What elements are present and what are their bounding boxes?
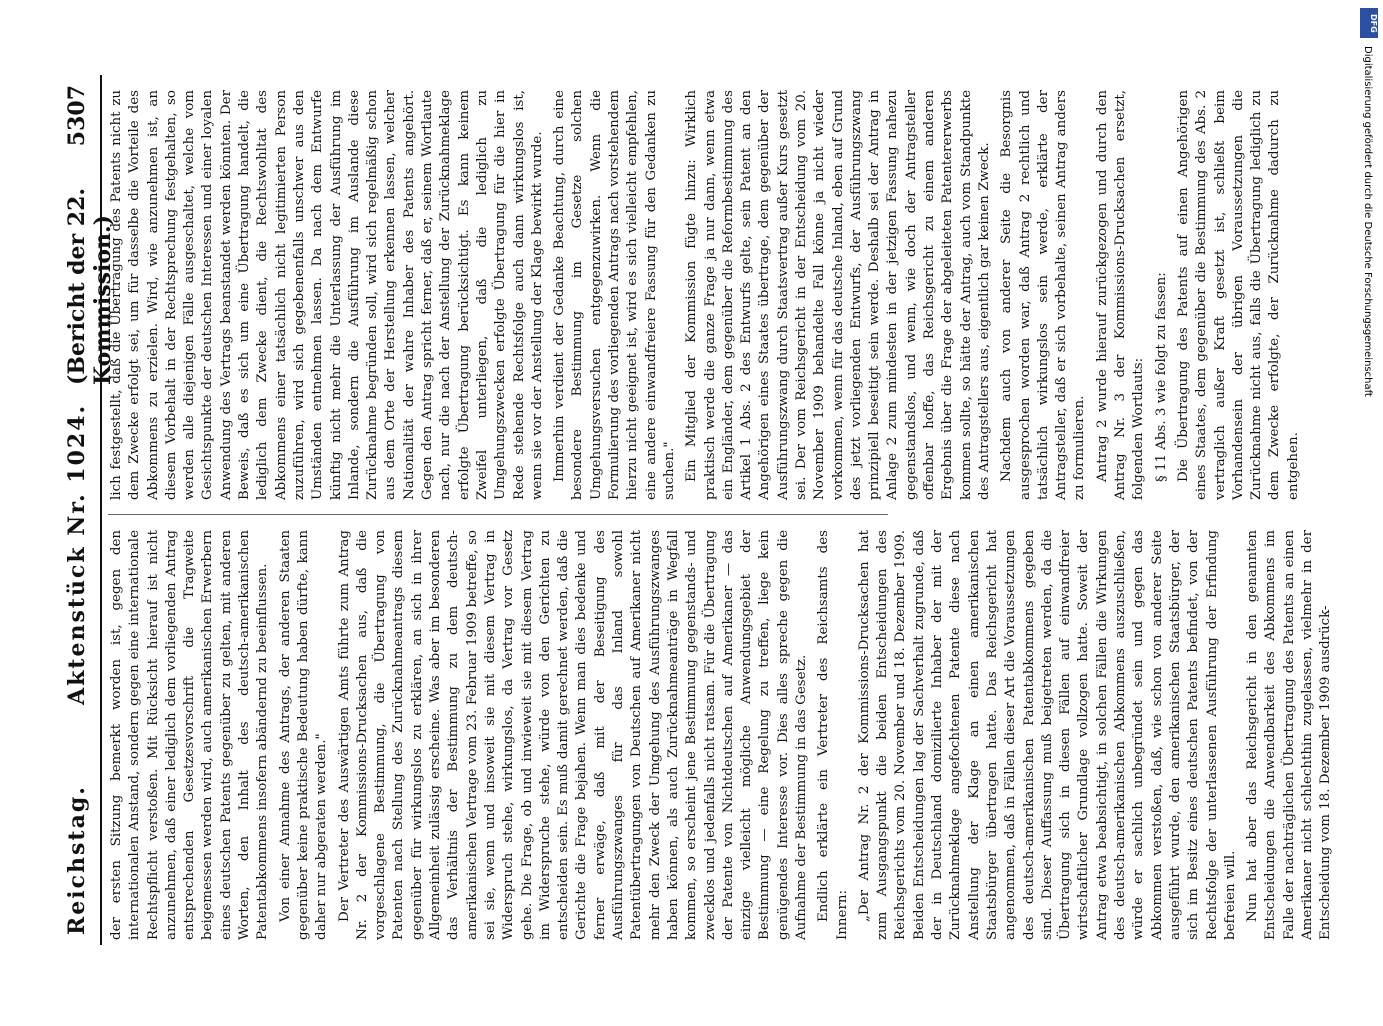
header-middle: Aktenstück Nr. 1024.: [64, 403, 90, 705]
column-divider: [108, 514, 888, 515]
paragraph: Ein Mitglied der Kommission fügte hinzu: Wirklich praktisch werde die ganze Frage ja nur dann, wenn etwa ein Engländer, dem gegenüber die Reformbestimmung des Artikel 1 Abs. 2 des Entwurfs gelte, sein Patent an den Angehörigen eines Staates übertrage, dem gegenüber der Ausführungszwang durch Staatsvertrag außer Kurs gesetzt sei. Der vom Reichsgericht in der Entscheidung vom 20. November 1909 behandelte Fall könne ja nicht wieder vorkommen, wenn für das deutsche Inland, eben auf Grund des jetzt vorliegenden Entwurfs, der Ausführungszwang prinzipiell beseitigt sein werde. Deshalb sei der Antrag in Anlage 2 zum mindesten in der jetzigen Fassung nahezu gegenstandslos, und wenn, wie doch der Antragsteller offenbar hoffe, das Reichsgericht zu einem anderen Ergebnis über die Frage der abgeleiteten Patentererwerbs kommen sollte, so hätte der Antrag, auch vom Standpunkte des Antragstellers aus, eigentlich gar keinen Zweck.: [684, 90, 992, 500]
paragraph: Die Übertragung des Patents auf einen Angehörigen eines Staates, dem gegenüber die Bestimmung des Abs. 2 vertraglich außer Kraft gesetzt ist, schließt beim Vorhandensein der übrigen Voraussetzungen die Zurücknahme nicht aus, falls die Übertragung lediglich zu dem Zwecke erfolgte, der Zurücknahme dadurch zu entgehen.: [1175, 90, 1301, 500]
paragraph: Endlich erklärte ein Vertreter des Reichsamts des Innern:: [816, 530, 850, 940]
dfg-logo: DFG: [1360, 8, 1378, 38]
left-column: [108, 530, 1340, 940]
stamp-text: Digitalisierung gefördert durch die Deutsche Forschungsgemeinschaft: [1362, 46, 1373, 397]
page-header: [56, 75, 116, 945]
header-right: (Bericht der 22. Kommission.): [64, 187, 116, 385]
right-column: [108, 90, 1307, 500]
paragraph: Immerhin verdient der Gedanke Beachtung, durch eine besondere Bestimmung im Gesetze solchen Umgehungsversuchen entgegenzuwirken. Wenn die Formulierung des vorliegenden Antrags nach vorstehendem hierzu nicht geeignet ist, wird es sich vielleicht empfehlen, eine andere einwandfreiere Fassung für den Gedanken zu suchen.": [552, 90, 677, 500]
paragraph: lich festgestellt, daß die Übertragung des Patents nicht zu dem Zwecke erfolgt sei, um für dasselbe die Vorteile des Abkommens zu erzielen. Wird, wie anzunehmen ist, an diesem Vorbehalt in der Rechtsprechung festgehalten, so werden alle diejenigen Fälle ausgeschaltet, welche vom Gesichtspunkte der deutschen Interessen und einer loyalen Anwendung des Vertrags beanstandet werden könnten. Der Beweis, daß es sich um eine Übertragung handelt, die lediglich dem Zwecke dient, die Rechtswohltat des Abkommens einer tatsächlich nicht legitimierten Person zuzuführen, wird sich gegebenenfalls unschwer aus den Umständen entnehmen lassen. Da nach dem Entwurfe künftig nicht mehr die Unterlassung der Ausführung im Inlande, sondern die Ausführung im Auslande diese Zurücknahme begründen soll, wird sich regelmäßig schon aus dem Orte der Herstellung erkennen lassen, welcher Nationalität der wahre Inhaber des Patents angehört. Gegen den Antrag spricht ferner, daß er, seinem Wortlaute nach, nur die nach der Anstellung der Zurücknahmeklage erfolgte Übertragung berücksichtigt. Es kann keinem Zweifel unterliegen, daß die lediglich zu Umgehungszwecken erfolgte Übertragung für die hier in Rede stehende Rechtsfolge auch dann wirkungslos ist, wenn sie vor der Anstellung der Klage bewirkt wurde.: [109, 90, 545, 500]
paragraph: § 11 Abs. 3 wie folgt zu fassen:: [1153, 272, 1169, 482]
page-number: 5307: [64, 85, 90, 147]
paragraph: Von einer Annahme des Antrags, der anderen Staaten gegenüber keine praktische Bedeutung haben dürfte, kann daher nur abgeraten werden.": [277, 530, 330, 940]
paragraph: Nun hat aber das Reichsgericht in den genannten Entscheidungen die Anwendbarkeit des Abkommens im Falle der nachträglichen Übertragung des Patents an einen Amerikaner nicht schlechthin zugelassen, vielmehr in der Entscheidung vom 18. Dezember 1909 ausdrück-: [1245, 530, 1334, 940]
paragraph: der ersten Sitzung bemerkt worden ist, gegen den internationalen Anstand, sondern gegen eine internationale Rechtspflicht verstoßen. Mit Rücksicht hierauf ist nicht anzunehmen, daß einer lediglich dem vorliegenden Antrag entsprechenden Gesetzesvorschrift die Tragweite beigemessen werden wird, auch amerikanischen Erwerbern eines deutschen Patents gegenüber zu gelten, mit anderen Worten, den Inhalt des deutsch-amerikanischen Patentabkommens insofern abändernd zu beeinflussen.: [109, 530, 271, 940]
header-left: Reichstag.: [64, 785, 90, 935]
digitization-stamp: [1357, 6, 1377, 986]
paragraph: Antrag 2 wurde hierauf zurückgezogen und durch den Antrag Nr. 3 der Kommissions-Drucksachen ersetzt, folgenden Wortlauts:: [1094, 90, 1147, 500]
paragraph: Der Vertreter des Auswärtigen Amts führte zum Antrag Nr. 2 der Kommissions-Drucksachen aus, daß die vorgeschlagene Bestimmung, die Übertragung von Patenten nach Stellung des Zurücknahmeantrags diesem gegenüber für wirkungslos zu erklären, an sich in ihrer Allgemeinheit zulässig erscheine. Was aber im besonderen das Verhältnis der Bestimmung zu dem deutsch-amerikanischen Vertrage vom 23. Februar 1909 betreffe, so sei sie, wenn und insoweit sie mit diesem Vertrag in Widerspruch stehe, wirkungslos, da Vertrag vor Gesetz gehe. Die Frage, ob und inwieweit sie mit diesem Vertrag im Widerspruche stehe, würde von den Gerichten zu entscheiden sein. Es muß damit gerechnet werden, daß die Gerichte die Frage bejahen. Wenn man dies bedenke und ferner erwäge, daß mit der Beseitigung des Ausführungszwanges für das Inland sowohl Patentübertragungen von Deutschen auf Amerikaner nicht mehr den Zweck der Umgehung des Ausführungszwanges haben können, als auch Zurücknahmeanträge in Wegfall kommen, so erscheint jene Bestimmung gegenstands- und zwecklos und jedenfalls nicht ratsam. Für die Übertragung der Patente von Nichtdeutschen auf Amerikaner — das einzige vielleicht mögliche Anwendungsgebiet der Bestimmung — eine Regelung zu treffen, liege kein genügendes Interesse vor. Dies alles spreche gegen die Aufnahme der Bestimmung in das Gesetz.: [336, 530, 809, 940]
paragraph: „Der Antrag Nr. 2 der Kommissions-Drucksachen hat zum Ausgangspunkt die beiden Entscheidungen des Reichsgerichts vom 20. November und 18. Dezember 1909. Beiden Entscheidungen lag der Sachverhalt zugrunde, daß der in Deutschland domizilierte Inhaber der mit der Zurücknahmeklage angefochtenen Patente diese nach Anstellung der Klage an einen amerikanischen Staatsbürger übertragen hatte. Das Reichsgericht hat angenommen, daß in Fällen dieser Art die Voraussetzungen des deutsch-amerikanischen Patentabkommens gegeben sind. Dieser Auffassung muß beigetreten werden, da die Übertragung sich in diesen Fällen auf einwandfreier wirtschaftlicher Grundlage vollzogen hatte. Soweit der Antrag etwa beabsichtigt, in solchen Fällen die Wirkungen des deutsch-amerikanischen Abkommens auszuschließen, würde er sachlich unbegründet sein und gegen das Abkommen verstoßen, daß, wie schon von anderer Seite ausgeführt wurde, den amerikanischen Staatsbürger, der sich im Besitz eines deutschen Patents befindet, von der Rechtsfolge der unterlassenen Ausführung der Erfindung befreien will.: [856, 530, 1238, 940]
paragraph: Nachdem auch von anderer Seite die Besorgnis ausgesprochen worden war, daß Antrag 2 rechtlich und tatsächlich wirkungslos sein werde, erklärte der Antragsteller, daß er sich vorbehalte, seinen Antrag anders zu formulieren.: [999, 90, 1088, 500]
